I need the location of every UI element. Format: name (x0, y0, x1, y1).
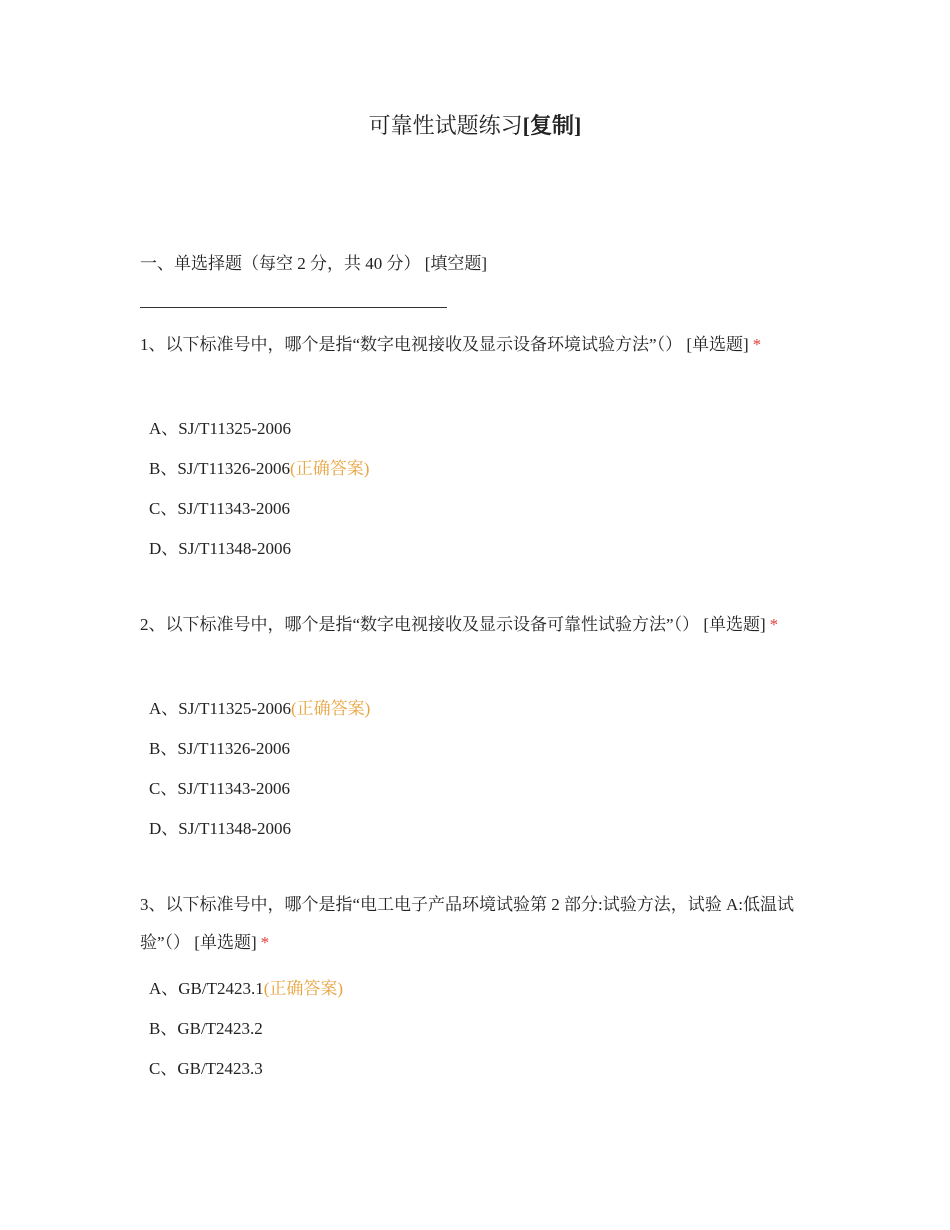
section-heading: 一、单选择题（每空 2 分，共 40 分） [填空题] (140, 254, 488, 273)
question-3 (140, 886, 820, 962)
question-text: 1、以下标准号中，哪个是指“数字电视接收及显示设备环境试验方法”（） [单选题] (140, 335, 749, 354)
option-label: D、SJ/T11348-2006 (149, 539, 291, 558)
correct-answer-tag: (正确答案) (291, 699, 371, 718)
option-label: B、SJ/T11326-2006 (149, 459, 291, 478)
option-label: C、SJ/T11343-2006 (149, 779, 291, 798)
option-label: B、SJ/T11326-2006 (149, 739, 291, 758)
option-1a[interactable] (149, 417, 291, 441)
option-3a[interactable] (149, 977, 343, 1001)
required-mark: * (260, 933, 270, 952)
option-label: A、SJ/T11325-2006 (149, 419, 291, 438)
title-main: 可靠性试题练习 (368, 113, 523, 138)
question-1 (140, 326, 820, 364)
fill-blank-line[interactable] (140, 307, 447, 308)
option-1b[interactable] (149, 457, 369, 481)
option-2c[interactable] (149, 777, 290, 801)
option-label: A、SJ/T11325-2006 (149, 699, 291, 718)
question-text: 2、以下标准号中，哪个是指“数字电视接收及显示设备可靠性试验方法”（） [单选题] (140, 615, 766, 634)
title-copy-suffix: [复制] (522, 113, 582, 138)
option-1d[interactable] (149, 537, 291, 561)
page-title (0, 110, 950, 142)
option-3b[interactable] (149, 1017, 263, 1041)
question-text: 3、以下标准号中，哪个是指“电工电子产品环境试验第 2 部分:试验方法，试验 A:低温试验”（） [单选题] (140, 895, 795, 952)
option-label: D、SJ/T11348-2006 (149, 819, 291, 838)
option-2a[interactable] (149, 697, 370, 721)
required-mark: * (769, 615, 779, 634)
option-label: A、GB/T2423.1 (149, 979, 264, 998)
option-2b[interactable] (149, 737, 290, 761)
option-label: C、GB/T2423.3 (149, 1059, 263, 1078)
option-3c[interactable] (149, 1057, 263, 1081)
correct-answer-tag: (正确答案) (263, 979, 344, 998)
option-label: B、GB/T2423.2 (149, 1019, 263, 1038)
option-2d[interactable] (149, 817, 291, 841)
question-2 (140, 606, 820, 644)
option-label: C、SJ/T11343-2006 (149, 499, 291, 518)
required-mark: * (752, 335, 762, 354)
option-1c[interactable] (149, 497, 290, 521)
correct-answer-tag: (正确答案) (290, 459, 370, 478)
